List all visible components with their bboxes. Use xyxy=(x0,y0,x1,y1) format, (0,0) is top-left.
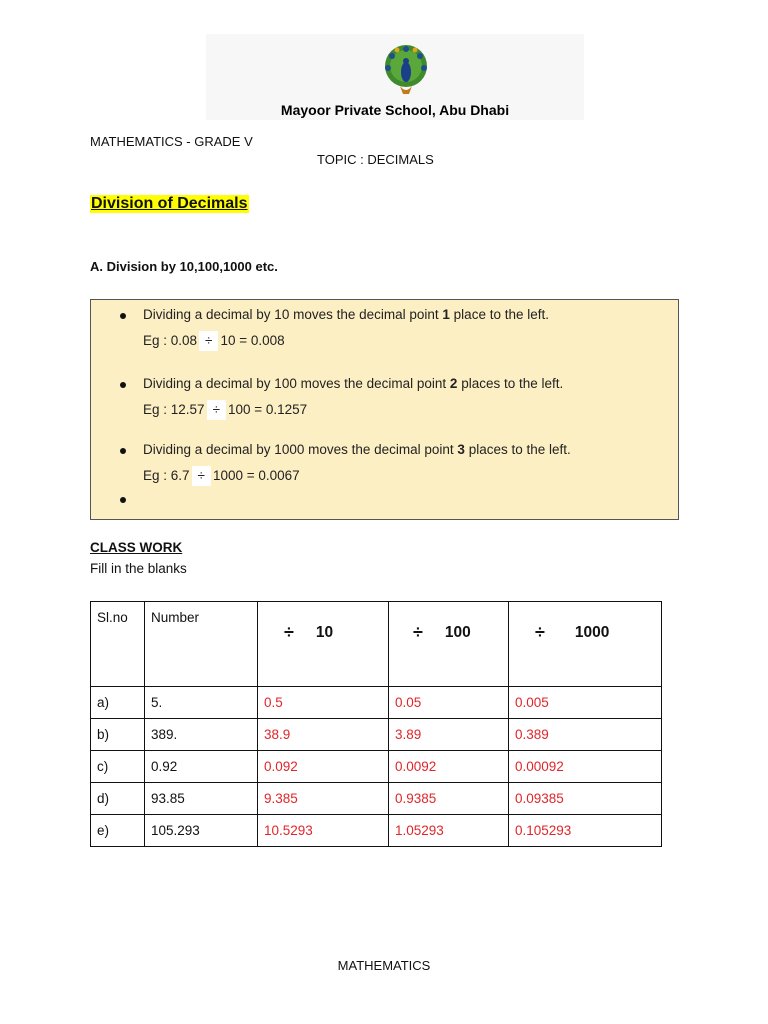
rule-text-3: Dividing a decimal by 1000 moves the decimal point 3 places to the left. xyxy=(143,442,571,457)
example-3: Eg : 6.7 ÷ 1000 = 0.0067 xyxy=(143,466,300,486)
divide-symbol: ÷ xyxy=(199,331,218,351)
bullet-icon xyxy=(120,448,126,454)
row-label: d) xyxy=(91,783,145,815)
header-slno: Sl.no xyxy=(91,602,145,687)
row-label: b) xyxy=(91,719,145,751)
answer-cell: 0.09385 xyxy=(509,783,662,815)
divide-icon: ÷ xyxy=(413,622,423,642)
rules-note-box xyxy=(90,299,679,520)
answer-cell: 0.005 xyxy=(509,687,662,719)
topic-line: TOPIC : DECIMALS xyxy=(317,152,434,167)
answer-cell: 9.385 xyxy=(258,783,389,815)
answer-cell: 0.05 xyxy=(389,687,509,719)
row-number: 5. xyxy=(145,687,258,719)
answer-cell: 0.9385 xyxy=(389,783,509,815)
header-divide-10: ÷ 10 xyxy=(258,602,389,687)
bullet-icon xyxy=(120,382,126,388)
table-row xyxy=(91,687,662,719)
classwork-heading: CLASS WORK xyxy=(90,540,183,555)
example-1: Eg : 0.08 ÷ 10 = 0.008 xyxy=(143,331,285,351)
school-name: Mayoor Private School, Abu Dhabi xyxy=(280,102,510,118)
peacock-logo-icon xyxy=(378,42,434,100)
answer-cell: 10.5293 xyxy=(258,815,389,847)
answer-cell: 38.9 xyxy=(258,719,389,751)
answer-cell: 0.389 xyxy=(509,719,662,751)
row-label: c) xyxy=(91,751,145,783)
example-2: Eg : 12.57 ÷ 100 = 0.1257 xyxy=(143,400,307,420)
row-number: 389. xyxy=(145,719,258,751)
divide-icon: ÷ xyxy=(284,622,294,642)
divide-symbol: ÷ xyxy=(207,400,226,420)
page-title: Division of Decimals xyxy=(91,195,248,212)
table-row xyxy=(91,783,662,815)
subject-grade-line: MATHEMATICS - GRADE V xyxy=(90,134,253,149)
answer-cell: 0.5 xyxy=(258,687,389,719)
classwork-instruction: Fill in the blanks xyxy=(90,561,187,576)
divide-symbol: ÷ xyxy=(192,466,211,486)
row-number: 0.92 xyxy=(145,751,258,783)
section-heading: A. Division by 10,100,1000 etc. xyxy=(90,259,278,274)
table-row xyxy=(91,815,662,847)
table-header-row xyxy=(91,602,662,687)
table-row xyxy=(91,751,662,783)
header-divide-100: ÷ 100 xyxy=(389,602,509,687)
bullet-icon xyxy=(120,497,126,503)
rule-text-2: Dividing a decimal by 100 moves the decimal point 2 places to the left. xyxy=(143,376,564,391)
answer-cell: 0.092 xyxy=(258,751,389,783)
answer-cell: 0.105293 xyxy=(509,815,662,847)
answer-cell: 0.0092 xyxy=(389,751,509,783)
row-label: e) xyxy=(91,815,145,847)
bullet-icon xyxy=(120,313,126,319)
row-number: 93.85 xyxy=(145,783,258,815)
page-footer: MATHEMATICS xyxy=(337,958,431,973)
divide-icon: ÷ xyxy=(535,622,545,642)
row-label: a) xyxy=(91,687,145,719)
rule-text-1: Dividing a decimal by 10 moves the decimal point 1 place to the left. xyxy=(143,307,549,322)
table-row xyxy=(91,719,662,751)
answer-cell: 0.00092 xyxy=(509,751,662,783)
answer-cell: 3.89 xyxy=(389,719,509,751)
classwork-table xyxy=(90,601,662,847)
row-number: 105.293 xyxy=(145,815,258,847)
header-number: Number xyxy=(145,602,258,687)
answer-cell: 1.05293 xyxy=(389,815,509,847)
header-divide-1000: ÷ 1000 xyxy=(509,602,662,687)
